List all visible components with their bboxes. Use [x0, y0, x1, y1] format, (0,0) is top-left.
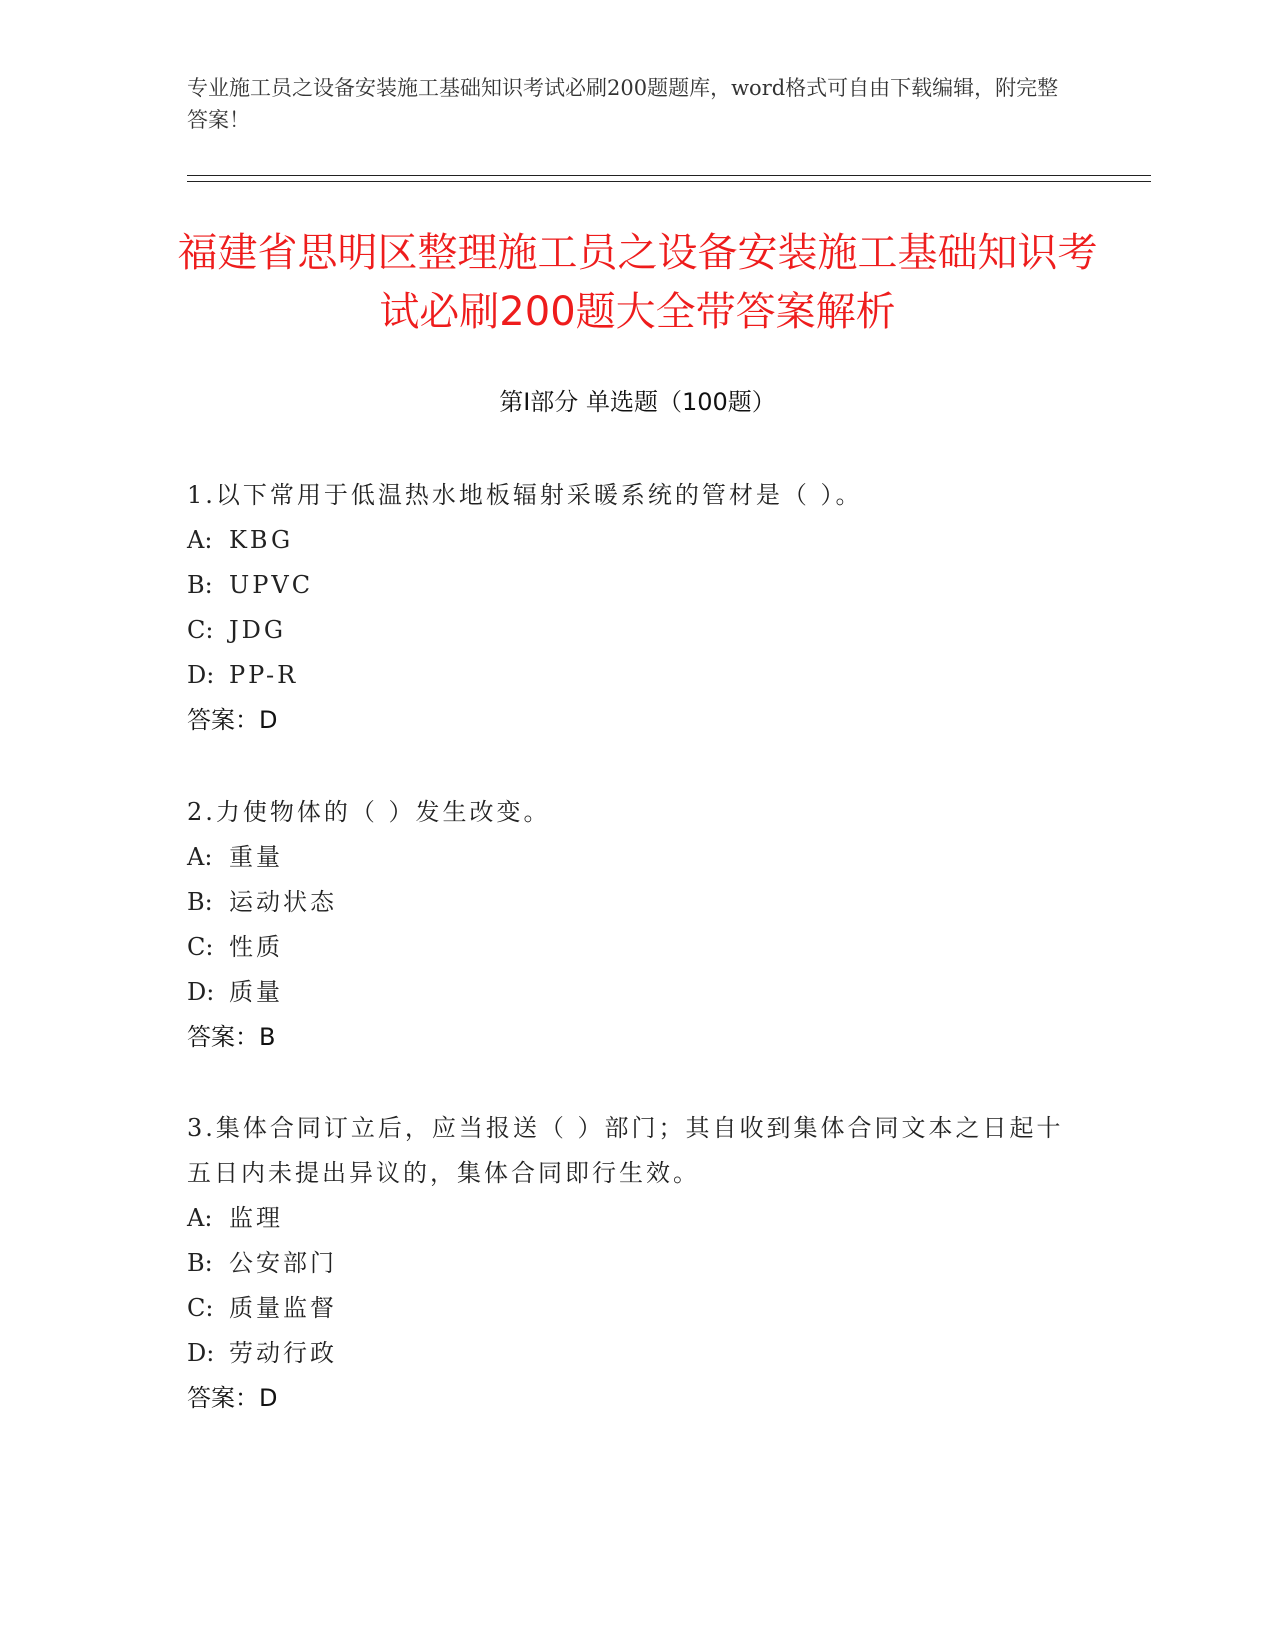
- option-key: B:: [187, 1249, 213, 1277]
- option-a: [187, 518, 1087, 563]
- option-text: KBG: [229, 526, 294, 554]
- question-stem: 2.力使物体的（ ）发生改变。: [187, 798, 551, 826]
- option-key: A:: [187, 526, 213, 554]
- option-b: [187, 563, 1087, 608]
- option-d: [187, 1331, 1087, 1376]
- option-text: 重量: [229, 843, 283, 871]
- option-key: A:: [187, 1204, 213, 1232]
- option-d: [187, 970, 1087, 1015]
- section-heading: 第Ⅰ部分 单选题（100题）: [499, 388, 776, 416]
- question-stem: 3.集体合同订立后，应当报送（ ）部门；其自收到集体合同文本之日起十五日内未提出异议的，集体合同即行生效。: [187, 1114, 1064, 1187]
- answer: 答案：D: [187, 706, 278, 734]
- option-key: A:: [187, 843, 213, 871]
- option-text: 运动状态: [229, 888, 337, 916]
- option-text: 质量: [229, 978, 283, 1006]
- answer: 答案：D: [187, 1384, 278, 1412]
- header-rule-top: [187, 175, 1151, 176]
- option-c: [187, 608, 1087, 653]
- option-text: UPVC: [229, 571, 314, 599]
- option-text: 监理: [229, 1204, 283, 1232]
- header-note: 专业施工员之设备安装施工基础知识考试必刷200题题库，word格式可自由下载编辑，附完整答案！: [187, 76, 1059, 132]
- option-text: 质量监督: [229, 1294, 337, 1322]
- option-c: [187, 1286, 1087, 1331]
- answer: 答案：B: [187, 1023, 276, 1051]
- option-d: [187, 653, 1087, 698]
- option-c: [187, 925, 1087, 970]
- option-key: C:: [187, 933, 214, 961]
- question-stem: 1.以下常用于低温热水地板辐射采暖系统的管材是（ ）。: [187, 481, 863, 509]
- document-title: 福建省思明区整理施工员之设备安装施工基础知识考试必刷200题大全带答案解析: [177, 230, 1098, 335]
- option-text: PP-R: [229, 661, 299, 689]
- option-a: [187, 1196, 1087, 1241]
- option-key: C:: [187, 616, 214, 644]
- question-2: [187, 790, 1087, 1060]
- option-text: 劳动行政: [229, 1339, 337, 1367]
- option-key: B:: [187, 571, 213, 599]
- option-b: [187, 880, 1087, 925]
- question-3: [187, 1106, 1087, 1421]
- option-text: JDG: [229, 616, 287, 644]
- option-b: [187, 1241, 1087, 1286]
- option-key: C:: [187, 1294, 214, 1322]
- header-rule-bottom: [187, 181, 1151, 182]
- option-text: 公安部门: [229, 1249, 337, 1277]
- option-key: B:: [187, 888, 213, 916]
- option-text: 性质: [229, 933, 283, 961]
- option-key: D:: [187, 661, 215, 689]
- option-key: D:: [187, 1339, 215, 1367]
- option-key: D:: [187, 978, 215, 1006]
- question-1: [187, 473, 1087, 743]
- option-a: [187, 835, 1087, 880]
